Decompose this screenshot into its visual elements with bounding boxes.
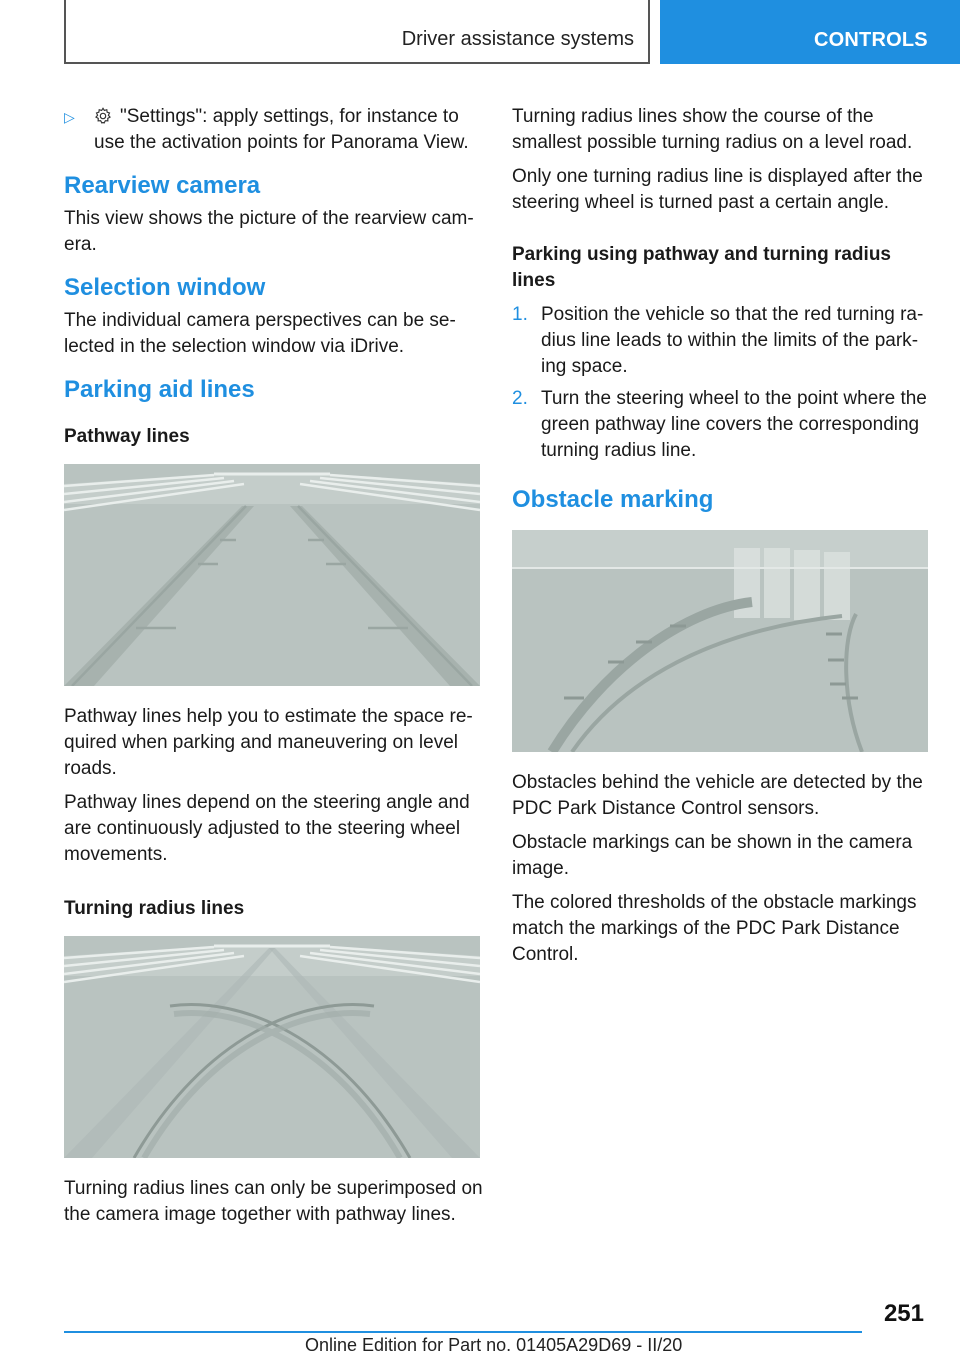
obstacle-heading: Obstacle marking bbox=[512, 486, 714, 513]
obstacle-marking-figure bbox=[512, 530, 928, 752]
settings-bullet-text: "Settings": apply settings, for instance to use the activation points for Panorama View. bbox=[94, 106, 469, 153]
rearview-text: This view shows the picture of the rearview camera. bbox=[64, 208, 474, 255]
selection-text: The individual camera perspectives can be selected in the selection window via iDrive. bbox=[64, 310, 456, 357]
triangle-right-icon: ▷ bbox=[64, 109, 75, 125]
step-text: Position the vehicle so that the red turning radius line leads to within the limits of the parking space. bbox=[541, 304, 924, 377]
section-title: Driver assistance systems bbox=[401, 28, 634, 50]
obstacle-text-3: The colored thresholds of the obstacle markings match the markings of the PDC Park Distance Control. bbox=[512, 892, 917, 965]
left-column bbox=[64, 104, 484, 1236]
pathway-subheading: Pathway lines bbox=[64, 426, 190, 447]
chapter-tab[interactable] bbox=[660, 0, 960, 64]
right-column bbox=[512, 104, 932, 976]
footer-rule bbox=[64, 1331, 862, 1333]
parking-using-subheading: Parking using pathway and turning radius lines bbox=[512, 244, 891, 291]
parking-aid-heading: Parking aid lines bbox=[64, 376, 255, 403]
step-text: Turn the steering wheel to the point where the green pathway line covers the corresponding turning radius line. bbox=[541, 388, 927, 461]
pathway-lines-figure bbox=[64, 464, 480, 686]
turning-radius-figure bbox=[64, 936, 480, 1158]
chapter-tab-label: CONTROLS bbox=[814, 29, 928, 51]
turning-text: Turning radius lines can only be superimposed on the camera image together with pathway lines. bbox=[64, 1178, 483, 1225]
settings-bullet bbox=[64, 104, 484, 156]
page-number: 251 bbox=[883, 1300, 924, 1327]
steps-list bbox=[512, 302, 932, 464]
obstacle-text-2: Obstacle markings can be shown in the camera image. bbox=[512, 832, 913, 879]
turning-radius-text-2: Only one turning radius line is displayed after the steering wheel is turned past a certain angle. bbox=[512, 166, 923, 213]
step-number: 2. bbox=[512, 388, 528, 409]
page-header bbox=[0, 0, 960, 66]
turning-subheading: Turning radius lines bbox=[64, 898, 245, 919]
pathway-text-1: Pathway lines help you to estimate the space required when parking and maneuvering on level roads. bbox=[64, 706, 473, 779]
gear-icon bbox=[94, 107, 112, 125]
list-item bbox=[512, 386, 932, 464]
obstacle-text-1: Obstacles behind the vehicle are detected by the PDC Park Distance Control sensors. bbox=[512, 772, 923, 819]
step-number: 1. bbox=[512, 304, 528, 325]
turning-radius-text-1: Turning radius lines show the course of the smallest possible turning radius on a level road. bbox=[512, 106, 913, 153]
selection-heading: Selection window bbox=[64, 274, 266, 301]
rearview-heading: Rearview camera bbox=[64, 172, 261, 199]
list-item bbox=[512, 302, 932, 380]
edition-note: Online Edition for Part no. 01405A29D69 - II/20 bbox=[305, 1335, 683, 1355]
section-title-box bbox=[64, 0, 650, 64]
pathway-text-2: Pathway lines depend on the steering angle and are continuously adjusted to the steering wheel movements. bbox=[64, 792, 470, 865]
